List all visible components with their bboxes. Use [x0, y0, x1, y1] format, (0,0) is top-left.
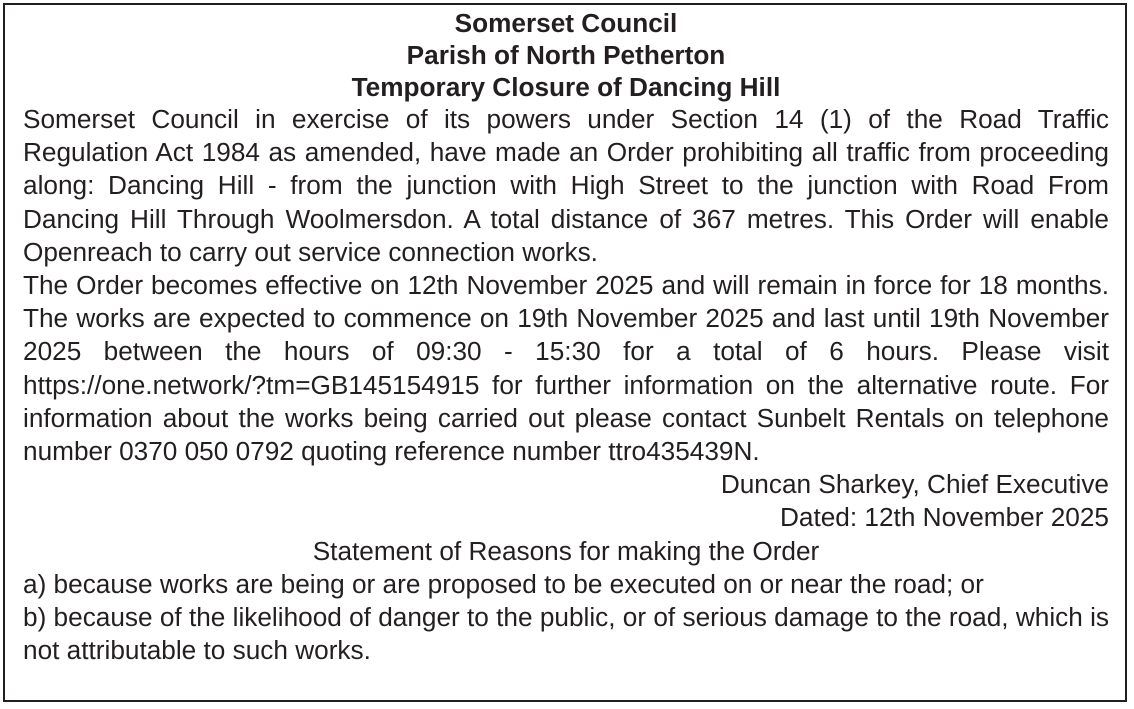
- reasons-heading: Statement of Reasons for making the Order: [312, 535, 820, 566]
- council-name: Somerset Council: [454, 8, 678, 38]
- parish-name: Parish of North Petherton: [406, 40, 726, 70]
- reason-b: b) because of the likelihood of danger to the public, or of serious damage to the road, which is not attributable to such works.: [23, 602, 1109, 666]
- signature-date: Dated: 12th November 2025: [779, 502, 1109, 533]
- reason-a: a) because works are being or are proposed to be executed on or near the road; or: [23, 568, 984, 599]
- signatory-name: Duncan Sharkey, Chief Executive: [720, 469, 1109, 500]
- public-notice: [3, 3, 1127, 702]
- notice-title: Temporary Closure of Dancing Hill: [351, 72, 781, 102]
- effective-paragraph: The Order becomes effective on 12th November 2025 and will remain in force for 18 months. The works are expected to commence on 19th November 2025 and last until 19th November 2025 between the hours of 09:30 - 15:30 for a total of 6 hours. Please visit https://one.network/?tm=GB145154915 for further information on the alternative route. For information about the works being carried out please contact Sunbelt Rentals on telephone number 0370 050 0792 quoting reference number ttro435439N.: [23, 270, 1109, 467]
- order-paragraph: Somerset Council in exercise of its powers under Section 14 (1) of the Road Traffic Regulation Act 1984 as amended, have made an Order prohibiting all traffic from proceeding along: Dancing Hill - from the junction with High Street to the junction with Road From Dancing Hill Through Woolmersdon. A total distance of 367 metres. This Order will enable Openreach to carry out service connection works.: [23, 104, 1109, 267]
